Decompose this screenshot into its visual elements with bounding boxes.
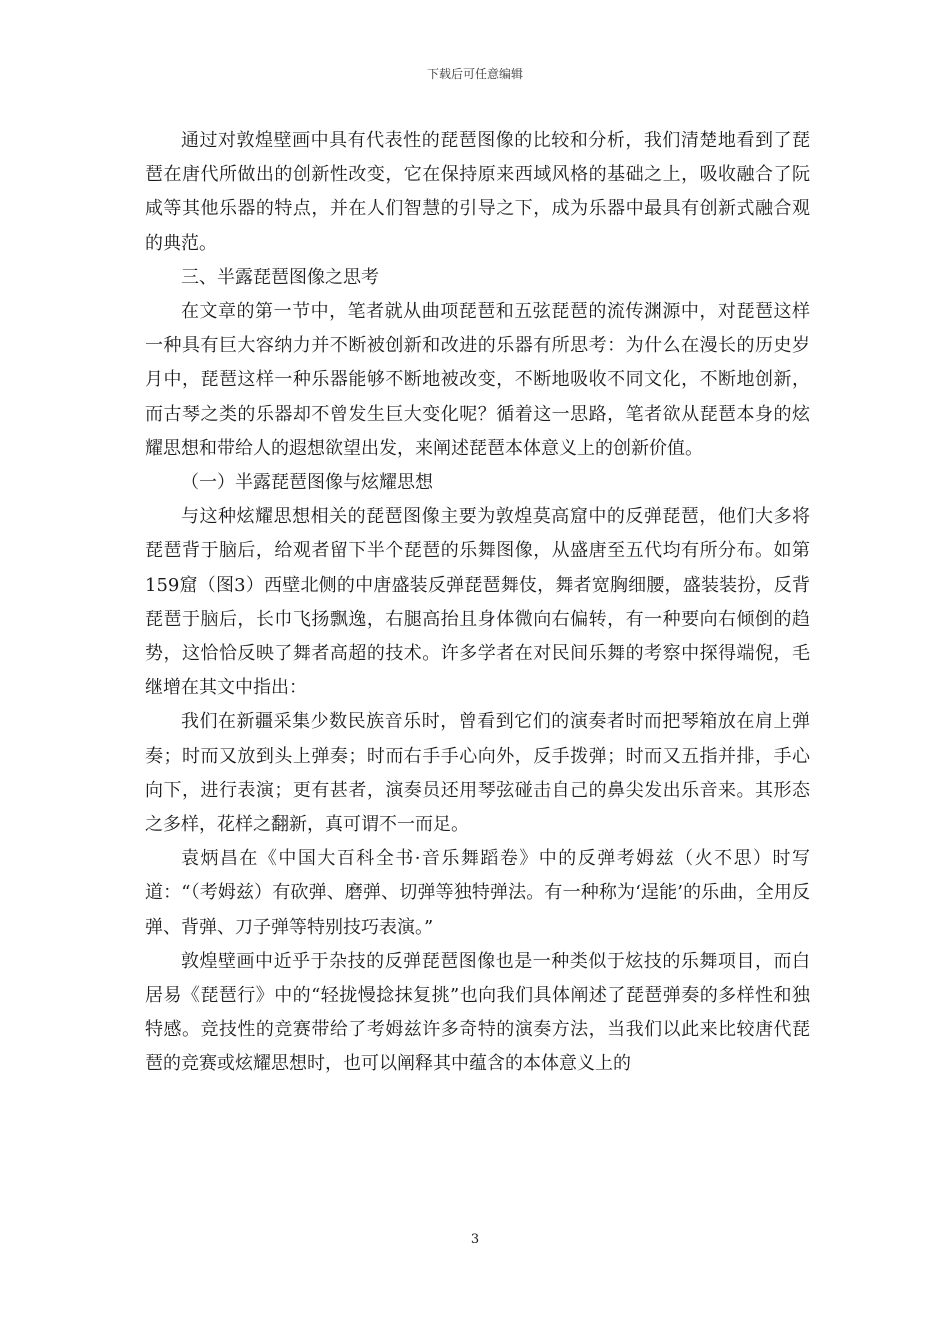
paragraph-quote-xinjiang: 我们在新疆采集少数民族音乐时，曾看到它们的演奏者时而把琴箱放在肩上弹奏；时而又放到头上弹奏；时而右手手心向外，反手拨弹；时而又五指并排，手心向下，进行表演；更有甚者，演奏员还用琴弦碰击自己的鼻尖发出乐音来。其形态之多样，花样之翻新，真可谓不一而足。 (145, 711, 810, 836)
page-number: 3 (470, 1232, 480, 1247)
page-header: 下载后可任意编辑 (426, 67, 523, 81)
paragraph-virtuosity: 敦煌壁画中近乎于杂技的反弹琵琶图像也是一种类似于炫技的乐舞项目，而白居易《琵琶行》中的“轻拢慢捻抹复挑”也向我们具体阐述了琵琶弹奏的多样性和独特感。竞技性的竞赛带给了考姆兹许多奇特的演奏方法，当我们以此来比较唐代琵琶的竞赛或炫耀思想时，也可以阐释其中蕴含的本体意义上的 (145, 950, 810, 1075)
paragraph-reflection: 在文章的第一节中，笔者就从曲项琵琶和五弦琵琶的流传渊源中，对琵琶这样一种具有巨大容纳力并不断被创新和改进的乐器有所思考：为什么在漫长的历史岁月中，琵琶这样一种乐器能够不断地被改变，不断地吸收不同文化，不断地创新，而古琴之类的乐器却不曾发生巨大变化呢？循着这一思路，笔者欲从琵琶本身的炫耀思想和带给人的遐想欲望出发，来阐述琵琶本体意义上的创新价值。 (145, 301, 810, 459)
document-body (145, 124, 810, 1082)
section-heading: 三、半露琵琶图像之思考 (181, 266, 379, 288)
paragraph-encyclopedia-quote: 袁炳昌在《中国大百科全书·音乐舞蹈卷》中的反弹考姆兹（火不思）时写道：“（考姆兹）有砍弹、磨弹、切弹等独特弹法。有一种称为‘逞能’的乐曲，全用反弹、背弹、刀子弹等特别技巧表演。” (145, 848, 810, 938)
subsection-heading: （一）半露琵琶图像与炫耀思想 (181, 472, 433, 494)
paragraph-conclusion: 通过对敦煌壁画中具有代表性的琵琶图像的比较和分析，我们清楚地看到了琵琶在唐代所做出的创新性改变，它在保持原来西域风格的基础之上，吸收融合了阮咸等其他乐器的特点，并在人们智慧的引导之下，成为乐器中最具有创新式融合观的典范。 (145, 130, 810, 254)
paragraph-fantan-pipa: 与这种炫耀思想相关的琵琶图像主要为敦煌莫高窟中的反弹琵琶，他们大多将琵琶背于脑后，给观者留下半个琵琶的乐舞图像，从盛唐至五代均有所分布。如第159窟（图3）西壁北侧的中唐盛装反弹琵琶舞伎，舞者宽胸细腰，盛装装扮，反背琵琶于脑后，长巾飞扬飘逸，右腿高抬且身体微向右偏转，有一种要向右倾倒的趋势，这恰恰反映了舞者高超的技术。许多学者在对民间乐舞的考察中探得端倪，毛继增在其文中指出： (145, 506, 810, 699)
